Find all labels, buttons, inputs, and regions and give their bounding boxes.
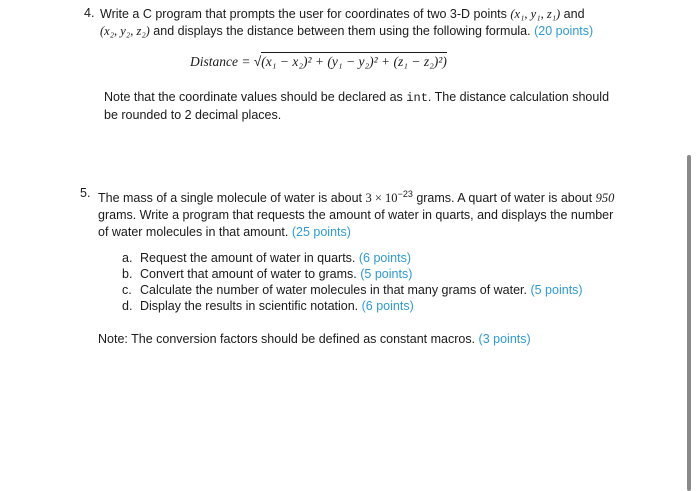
list-item-letter: a. [122,251,133,265]
list-item-letter: d. [122,299,133,313]
q5-points: (25 points) [291,225,351,240]
q5-note-points: (3 points) [478,332,531,346]
q4-point2: (x₂, y₂, z₂) [100,24,150,38]
q5-intro-post: grams. Write a program that requests the amount of water in quarts, and displays the number of water molecules in that amount. [98,208,614,240]
q5-quart-grams: 950 [595,191,615,206]
formula-body: (x₁ − x₂)² + (y₁ − y₂)² + (z₁ − z₂)²) [261,54,447,69]
q5-note-text: Note: The conversion factors should be defined as constant macros. [98,332,479,346]
vertical-scrollbar[interactable] [687,155,691,491]
q4-note-code: int [406,91,428,105]
list-item-text: Calculate the number of water molecules in that many grams of water. [140,283,531,297]
question-4-text [100,6,620,40]
q5-mass-exp: −23 [397,189,413,199]
q4-and: and [560,7,585,21]
list-item-text: Display the results in scientific notation. [140,299,362,313]
distance-formula [190,54,447,70]
q4-note-post: . The distance calculation should be rounded to 2 decimal places. [104,90,610,122]
list-item-text: Convert that amount of water to grams. [140,267,361,281]
q4-line2: and displays the distance between them using the following formula. [149,24,535,38]
q5-intro-mid: grams. A quart of water is about [412,191,596,206]
question-4-number: 4. [84,6,95,20]
list-item-points: (6 points) [358,251,411,265]
list-item-letter: b. [122,267,133,281]
list-item-text: Request the amount of water in quarts. [140,251,359,265]
q5-subtask-list [122,251,622,321]
q4-line1: Write a C program that prompts the user for coordinates of two 3-D points [100,7,511,21]
q4-point1: (x₁, y₁, z₁) [510,7,561,21]
q5-note [98,331,620,348]
q5-intro-pre: The mass of a single molecule of water is about [98,191,366,206]
question-5-number: 5. [80,186,91,200]
q5-mass-value: 3 × 10 [365,191,398,206]
list-item-letter: c. [122,283,132,297]
q4-note [104,89,620,124]
formula-label: Distance = [190,54,254,69]
list-item-points: (5 points) [530,283,583,297]
q4-note-pre: Note that the coordinate values should be declared as [104,90,407,104]
question-5-text [98,186,620,241]
q4-points: (20 points) [534,24,594,38]
sqrt-symbol: √ [253,54,262,69]
list-item-points: (6 points) [361,299,414,313]
list-item-points: (5 points) [360,267,413,281]
